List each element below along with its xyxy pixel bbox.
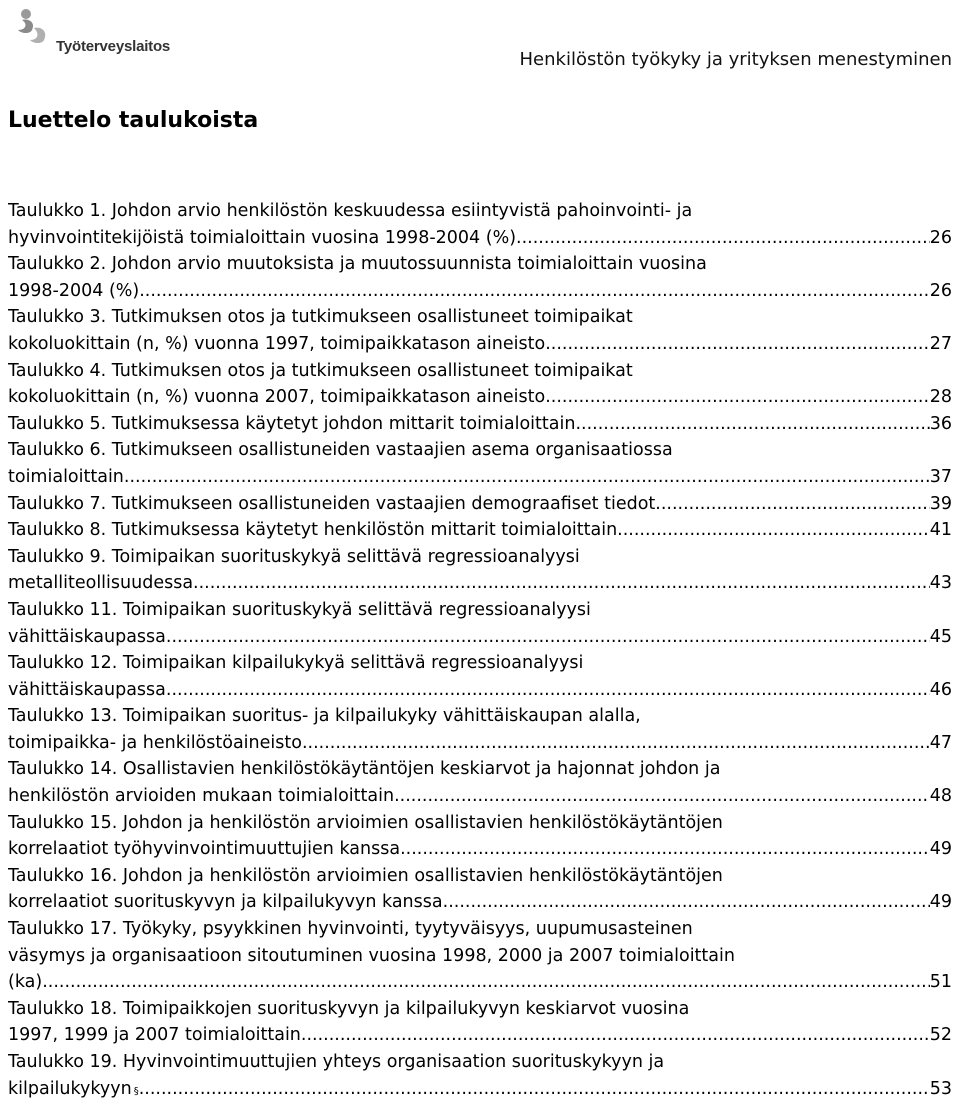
dot-leader	[139, 278, 929, 305]
toc-entry-line: Taulukko 14. Osallistavien henkilöstökäytäntöjen keskiarvot ja hajonnat johdon ja	[8, 759, 721, 780]
toc-entry[interactable]	[8, 863, 952, 916]
toc-entry-last-line	[8, 411, 952, 438]
toc-entry-line: Taulukko 17. Työkyky, psyykkinen hyvinvointi, tyytyväisyys, uupumusasteinen	[8, 919, 693, 940]
page-number: 48	[929, 786, 952, 807]
dot-leader	[545, 384, 930, 411]
page-title: Luettelo taulukoista	[8, 108, 259, 133]
toc-entry[interactable]	[8, 411, 952, 438]
toc-entry-last-line	[8, 889, 952, 916]
toc-entry-text: kilpailukykyyn	[8, 1078, 132, 1099]
toc-entry-last-line	[8, 278, 952, 305]
toc-entry-line: Taulukko 2. Johdon arvio muutoksista ja muutossuunnista toimialoittain vuosina	[8, 254, 707, 275]
toc-entry-line: Taulukko 15. Johdon ja henkilöstön arvioimien osallistavien henkilöstökäytäntöjen	[8, 812, 723, 833]
toc-entry-text: vähittäiskaupassa	[8, 626, 166, 647]
toc-entry-text: 1997, 1999 ja 2007 toimialoittain	[8, 1025, 301, 1046]
toc-entry-line: Taulukko 16. Johdon ja henkilöstön arvioimien osallistavien henkilöstökäytäntöjen	[8, 865, 723, 886]
dot-leader	[394, 783, 930, 810]
toc-entry-text: 1998-2004 (%)	[8, 280, 140, 301]
toc-entry-line: Taulukko 11. Toimipaikan suorituskykyä selittävä regressioanalyysi	[8, 599, 591, 620]
toc-entry-line: Taulukko 13. Toimipaikan suoritus- ja kilpailukyky vähittäiskaupan alalla,	[8, 706, 641, 727]
page-number: 41	[929, 520, 952, 541]
page-number: 49	[929, 892, 952, 913]
toc-entry-text: hyvinvointitekijöistä toimialoittain vuosina 1998-2004 (%)	[8, 227, 517, 248]
toc-entry-line: Taulukko 4. Tutkimuksen otos ja tutkimukseen osallistuneet toimipaikat	[8, 360, 633, 381]
toc-entry-last-line	[8, 783, 952, 810]
toc-entry-line: Taulukko 9. Toimipaikan suorituskykyä selittävä regressioanalyysi	[8, 546, 580, 567]
toc-entry-text: kokoluokittain (n, %) vuonna 2007, toimipaikkatason aineisto	[8, 387, 546, 408]
toc-entry-last-line	[8, 464, 952, 491]
page-number: 39	[929, 493, 952, 514]
dot-leader	[617, 517, 930, 544]
table-of-tables	[8, 198, 952, 1105]
toc-entry-line: Taulukko 3. Tutkimuksen otos ja tutkimukseen osallistuneet toimipaikat	[8, 307, 633, 328]
toc-entry-text: toimialoittain	[8, 466, 124, 487]
toc-entry-line: Taulukko 12. Toimipaikan kilpailukykyä selittävä regressioanalyysi	[8, 653, 584, 674]
toc-entry-text: Taulukko 7. Tutkimukseen osallistuneiden vastaajien demograafiset tiedot	[8, 493, 656, 514]
page-number: 26	[929, 280, 952, 301]
page-number: 27	[929, 333, 952, 354]
dot-leader	[301, 1022, 930, 1049]
dot-leader	[302, 730, 930, 757]
page-number: 49	[929, 839, 952, 860]
toc-entry[interactable]	[8, 198, 952, 251]
toc-entry-text: korrelaatiot suorituskyvyn ja kilpailukyvyn kanssa	[8, 892, 443, 913]
page-number: 53	[929, 1078, 952, 1099]
page-number: 45	[929, 626, 952, 647]
dot-leader	[516, 225, 930, 252]
page-number: 37	[929, 466, 952, 487]
dot-leader	[575, 411, 929, 438]
dot-leader	[42, 969, 930, 996]
toc-entry[interactable]	[8, 810, 952, 863]
toc-entry-last-line	[8, 1076, 952, 1106]
toc-entry-text: Taulukko 5. Tutkimuksessa käytetyt johdon mittarit toimialoittain	[8, 413, 576, 434]
toc-entry-last-line	[8, 517, 952, 544]
toc-entry-line: Taulukko 18. Toimipaikkojen suorituskyvyn ja kilpailukyvyn keskiarvot vuosina	[8, 998, 690, 1019]
toc-entry-line: Taulukko 6. Tutkimukseen osallistuneiden vastaajien asema organisaatiossa	[8, 440, 673, 461]
toc-entry[interactable]	[8, 517, 952, 544]
toc-entry-last-line	[8, 836, 952, 863]
toc-entry[interactable]	[8, 996, 952, 1049]
toc-entry-text: kokoluokittain (n, %) vuonna 1997, toimipaikkatason aineisto	[8, 333, 546, 354]
dot-leader	[545, 331, 930, 358]
toc-entry[interactable]	[8, 756, 952, 809]
toc-entry[interactable]	[8, 597, 952, 650]
page-number: 51	[929, 972, 952, 993]
dot-leader	[655, 491, 929, 518]
dot-leader	[124, 464, 930, 491]
page-number: 52	[929, 1025, 952, 1046]
toc-entry-last-line	[8, 225, 952, 252]
page-number: 46	[929, 679, 952, 700]
dot-leader	[400, 836, 930, 863]
page-number: 43	[929, 573, 952, 594]
toc-entry-last-line	[8, 384, 952, 411]
toc-entry[interactable]	[8, 304, 952, 357]
toc-entry-last-line	[8, 624, 952, 651]
toc-entry-text: vähittäiskaupassa	[8, 679, 166, 700]
page-number: 28	[929, 387, 952, 408]
toc-entry-text: toimipaikka- ja henkilöstöaineisto	[8, 732, 302, 753]
toc-entry-text: henkilöstön arvioiden mukaan toimialoittain	[8, 786, 395, 807]
toc-entry[interactable]	[8, 650, 952, 703]
logo-text: Työterveyslaitos	[56, 38, 171, 55]
toc-entry-line: Taulukko 1. Johdon arvio henkilöstön keskuudessa esiintyvistä pahoinvointi- ja	[8, 201, 693, 221]
logo-icon	[12, 4, 56, 48]
toc-entry[interactable]	[8, 916, 952, 996]
dot-leader	[443, 889, 930, 916]
toc-entry-text: korrelaatiot työhyvinvointimuuttujien kanssa	[8, 839, 401, 860]
toc-entry-line: Taulukko 19. Hyvinvointimuuttujien yhteys organisaation suorituskykyyn ja	[8, 1052, 665, 1072]
toc-entry-text: (ka)	[8, 972, 43, 993]
footnote-mark: §	[133, 1085, 139, 1097]
toc-entry-last-line	[8, 730, 952, 757]
dot-leader	[193, 570, 930, 597]
running-header: Henkilöstön työkyky ja yrityksen menestyminen	[519, 49, 952, 70]
toc-entry-last-line	[8, 969, 952, 996]
toc-entry-last-line	[8, 1022, 952, 1049]
page-number: 36	[929, 413, 952, 434]
dot-leader	[166, 677, 930, 704]
page-number: 47	[929, 732, 952, 753]
toc-entry-text: Taulukko 8. Tutkimuksessa käytetyt henkilöstön mittarit toimialoittain	[8, 520, 618, 541]
dot-leader	[139, 1076, 930, 1103]
toc-entry-line: väsymys ja organisaatioon sitoutuminen vuosina 1998, 2000 ja 2007 toimialoittain	[8, 945, 735, 966]
toc-entry-last-line	[8, 491, 952, 518]
toc-entry[interactable]	[8, 251, 952, 304]
toc-entry-text: metalliteollisuudessa	[8, 573, 194, 594]
toc-entry[interactable]	[8, 491, 952, 518]
dot-leader	[166, 624, 930, 651]
toc-entry-last-line	[8, 570, 952, 597]
toc-entry[interactable]	[8, 358, 952, 411]
toc-entry-last-line	[8, 677, 952, 704]
toc-entry[interactable]	[8, 703, 952, 756]
toc-entry[interactable]	[8, 437, 952, 490]
toc-entry[interactable]	[8, 1049, 952, 1105]
logo	[8, 4, 208, 66]
page-number: 26	[929, 227, 952, 248]
toc-entry[interactable]	[8, 544, 952, 597]
toc-entry-last-line	[8, 331, 952, 358]
